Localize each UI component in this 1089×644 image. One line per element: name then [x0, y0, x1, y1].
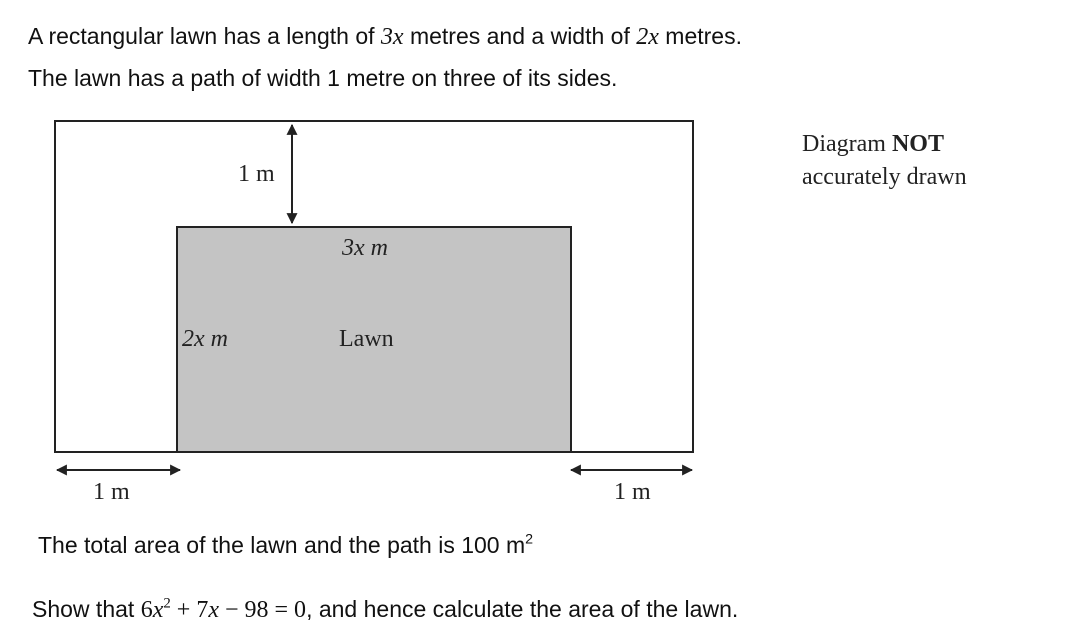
line1-post: metres.: [658, 23, 742, 49]
lawn-length-label: 3x m: [342, 235, 388, 261]
diagram-note: [802, 128, 967, 194]
quadratic-equation: $6x^2 + 7x - 98 = 0$: [140, 595, 307, 623]
length-expression: 3x: [380, 24, 404, 50]
not-emphasis: NOT: [891, 131, 944, 157]
right-path-label: 1 m: [614, 479, 651, 505]
width-expression: 2x: [636, 24, 659, 50]
lawn-width-label: 2x m: [182, 326, 228, 352]
line1-mid: metres and a width of: [403, 23, 637, 49]
total-area-statement: The total area of the lawn and the path is 100 $m^2$: [38, 531, 534, 558]
diagram-note-line-1: Diagram NOT: [802, 131, 944, 157]
diagram-note-line-2: accurately drawn: [802, 164, 967, 190]
left-path-label: 1 m: [93, 479, 130, 505]
lawn-label: Lawn: [339, 326, 394, 352]
instruction-line: Show that $6x^2 + 7x - 98 = 0$, and hence calculate the area of the lawn.: [32, 595, 739, 623]
question-line-2: The lawn has a path of width 1 metre on three of its sides.: [28, 65, 618, 91]
line1-pre: A rectangular lawn has a length of: [28, 23, 381, 49]
area-exponent: 2: [525, 531, 534, 548]
top-path-label: 1 m: [238, 161, 275, 187]
